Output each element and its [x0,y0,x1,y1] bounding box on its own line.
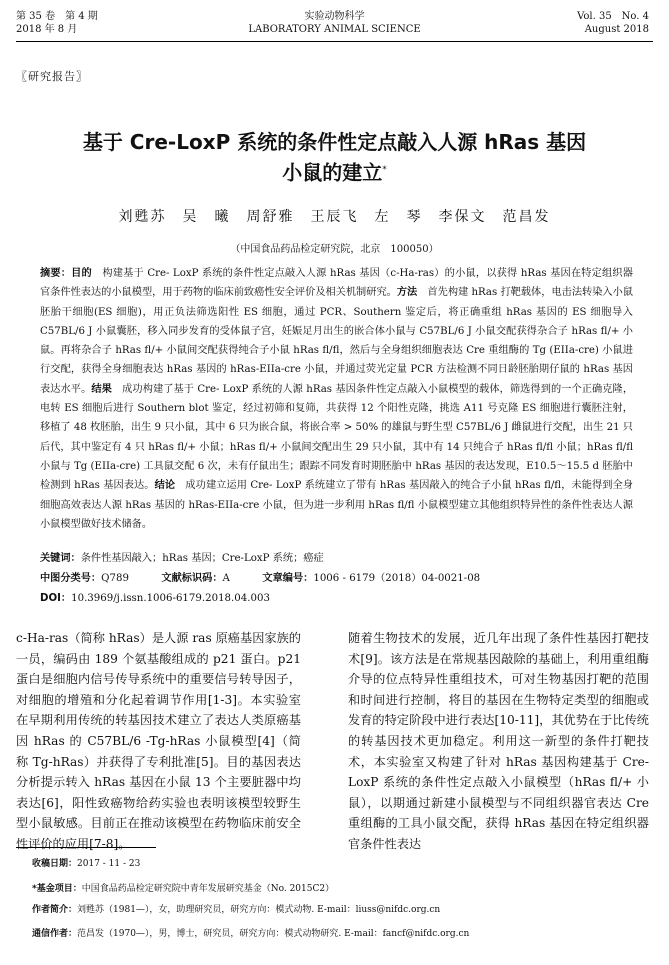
body-column-right: 随着生物技术的发展，近几年出现了条件性基因打靶技术[9]。该方法是在常规基因敲除的基础上，利用重组酶介导的位点特异性重组技术，可对生物基因打靶的范围和时间进行控制，将目的基因在生物特定类型的细胞或发育的特定阶段中进行表达[10-11]，其优势在于比传统的转基因技术更加稳定。利用这一新型的条件打靶技术，本实验室又构建了针对 hRas 基因构建基于 Cre-LoxP 系统的条件性定点敲入小鼠模型（hRas fl/+ 小鼠），以期通过新建小鼠模型与不同组织器官表达 Cre 重组酶的工具小鼠交配，获得 hRas 基因在特定组织器官条件性表达 [348,631,649,851]
corresponding-text: 范昌发（1970—），男，博士，研究员，研究方向：模式动物研究. E-mail：fancf@nifdc.org.cn [77,929,470,939]
cls-value: Q789 [101,573,129,584]
article-number-value: 1006 - 6179（2018）04-0021-08 [313,573,481,584]
footnote-fund [32,883,334,895]
footnote-rule [16,847,156,848]
doc-code-value: A [222,573,230,584]
cls-label: 中图分类号： [40,573,102,584]
section-tag [16,68,88,84]
abstract-label: 摘要： [40,268,72,279]
volume-issue: 第 35 卷 第 4 期 [16,11,98,22]
section-ornament-end-icon: 〗 [76,70,88,83]
received-date: 2017 - 11 - 23 [77,859,141,869]
title-line-2-wrap [0,156,669,187]
title-line-1: 基于 Cre-LoxP 系统的条件性定点敲入人源 hRas 基因 [82,130,587,154]
abstract [40,264,633,534]
publication-date-en: August 2018 [584,24,649,35]
body-column-left: c-Ha-ras（简称 hRas）是人源 ras 原癌基因家族的一员，编码由 189 个氨基酸组成的 p21 蛋白。p21 蛋白是细胞内信号传导系统中的重要信号转导因子，对细胞的增殖和分化起着调节作用[1-3]。本实验室在早期利用传统的转基因技术建立了表达人类原癌基因 hRas 的 C57BL/6 -Tg-hRas 小鼠模型[4]（简称 Tg-hRas）并获得了专利批准[5]。目的基因表达分析提示转入 hRas 基因在小鼠 13 个主要脏器中均表达[6]，阳性致癌物给药实验也表明该模型较野生型小鼠敏感。目前正在推动该模型在药物临床前安全性评价的应用[7-8]。 [16,631,301,851]
doi-line [40,591,633,607]
classification-line [40,571,633,587]
result-text: 成功构建了基于 Cre- LoxP 系统的人源 hRas 基因条件性定点敲入小鼠模型的载体，筛选得到的一个正确克隆，电转 ES 细胞后进行 Southern blot 鉴定，经过初筛和复筛，共获得 12 个阳性克隆，挑选 A11 号克隆 ES 细胞进行囊胚注射，移植了 48 枚胚胎，出生 9 只小鼠，其中 6 只为嵌合鼠，将嵌合率 > 50% 的雄鼠与野生型 C57BL/6 J 雌鼠进行交配，出生 21 只后代，其中鉴定有 4 只 hRas fl/+ 小鼠；hRas fl/+ 小鼠间交配出生 29 只小鼠，其中有 14 只纯合子 hRas fl/fl 小鼠；hRas fl/fl 小鼠与 Tg (EIIa-cre) 工具鼠交配 6 次，未有仔鼠出生；跟踪不同发育时期胚胎中 hRas 基因的表达发现，E10.5～15.5 d 胚胎中检测到 hRas 基因表达。 [40,383,634,492]
author-bio-text: 刘甦苏（1981—），女，助理研究员，研究方向：模式动物. E-mail：liuss@nifdc.org.cn [77,905,441,915]
method-text: 首先构建 hRas 打靶载体，电击法转染入小鼠胚胎干细胞(ES 细胞)，用正负法筛选阳性 ES 细胞，通过 PCR、Southern 鉴定后，将正确重组 hRas 基因的 ES 细胞导入 C57BL/6 J 小鼠囊胚，移入同步发育的受体鼠子宫，妊娠足月出生的嵌合体小鼠与 C57BL/6 J 小鼠交配获得杂合子 hRas fl/+ 小鼠。再将杂合子 hRas fl/+ 小鼠间交配获得纯合子小鼠 hRas fl/fl，然后与全身组织细胞表达 Cre 重组酶的 Tg (EIIa-cre) 小鼠进行交配，获得全身细胞表达 hRas 基因的 hRas-EIIa-cre 小鼠，并通过荧光定量 PCR 方法检测不同日龄胚胎期仔鼠的 hRas 基因表达水平。 [40,287,634,395]
footnote-corresponding [32,928,469,940]
article-number-label: 文章编号： [262,573,314,584]
keywords-text: 条件性基因敲入；hRas 基因；Cre-LoxP 系统；癌症 [80,553,324,564]
fund-label: *基金项目： [32,884,82,894]
footnote-author [32,904,440,916]
method-label: 方法 [396,287,418,299]
title-footnote-mark: * [382,165,387,175]
section-tag-label: 研究报告 [28,70,76,83]
author-bio-label: 作者简介： [32,905,78,915]
running-header-journal [0,10,669,36]
affiliation: （中国食品药品检定研究院，北京 100050） [230,244,439,255]
author-list: 刘甦苏 吴 曦 周舒雅 王辰飞 左 琴 李保文 范昌发 [118,209,551,225]
running-header-right [577,10,649,36]
title-line-2: 小鼠的建立 [282,160,383,185]
publication-date: 2018 年 8 月 [16,24,78,35]
journal-name-cn: 实验动物科学 [304,11,365,22]
fund-text: 中国食品药品检定研究院中青年发展研究基金（No. 2015C2） [81,884,335,894]
doi-value: 10.3969/j.issn.1006-6179.2018.04.003 [71,593,270,604]
article-title [0,128,669,187]
doc-code-label: 文献标识码： [161,573,223,584]
conclusion-label: 结论 [154,480,176,492]
objective-label: 目的 [71,268,92,279]
volume-issue-en: Vol. 35 No. 4 [577,11,649,22]
section-ornament-icon: 〖 [16,70,28,83]
keywords-label: 关键词： [40,553,81,564]
result-label: 结果 [91,383,112,395]
corresponding-label: 通信作者： [32,929,78,939]
received-label: 收稿日期： [32,859,78,869]
conclusion-text: 成功建立运用 Cre- LoxP 系统建立了带有 hRas 基因敲入的纯合子小鼠 hRas fl/fl，未能得到全身细胞高效表达人源 hRas 基因的 hRas-EIIa-cre 小鼠，但为进一步利用 hRas fl/fl 小鼠模型建立其他组织特异性的条件性表达人源小鼠模型做好技术储备。 [40,480,634,530]
footnote-received [32,858,140,870]
doi-label: DOI： [40,593,72,604]
journal-name-en: LABORATORY ANIMAL SCIENCE [248,24,421,35]
keywords [40,551,633,567]
objective-text: 构建基于 Cre- LoxP 系统的条件性定点敲入人源 hRas 基因（c-Ha-ras）的小鼠，以获得 hRas 基因在特定组织器官条件性表达的小鼠模型，用于药物的临床前致癌性安全评价及相关机制研究。 [40,268,633,299]
header-rule [16,41,653,42]
